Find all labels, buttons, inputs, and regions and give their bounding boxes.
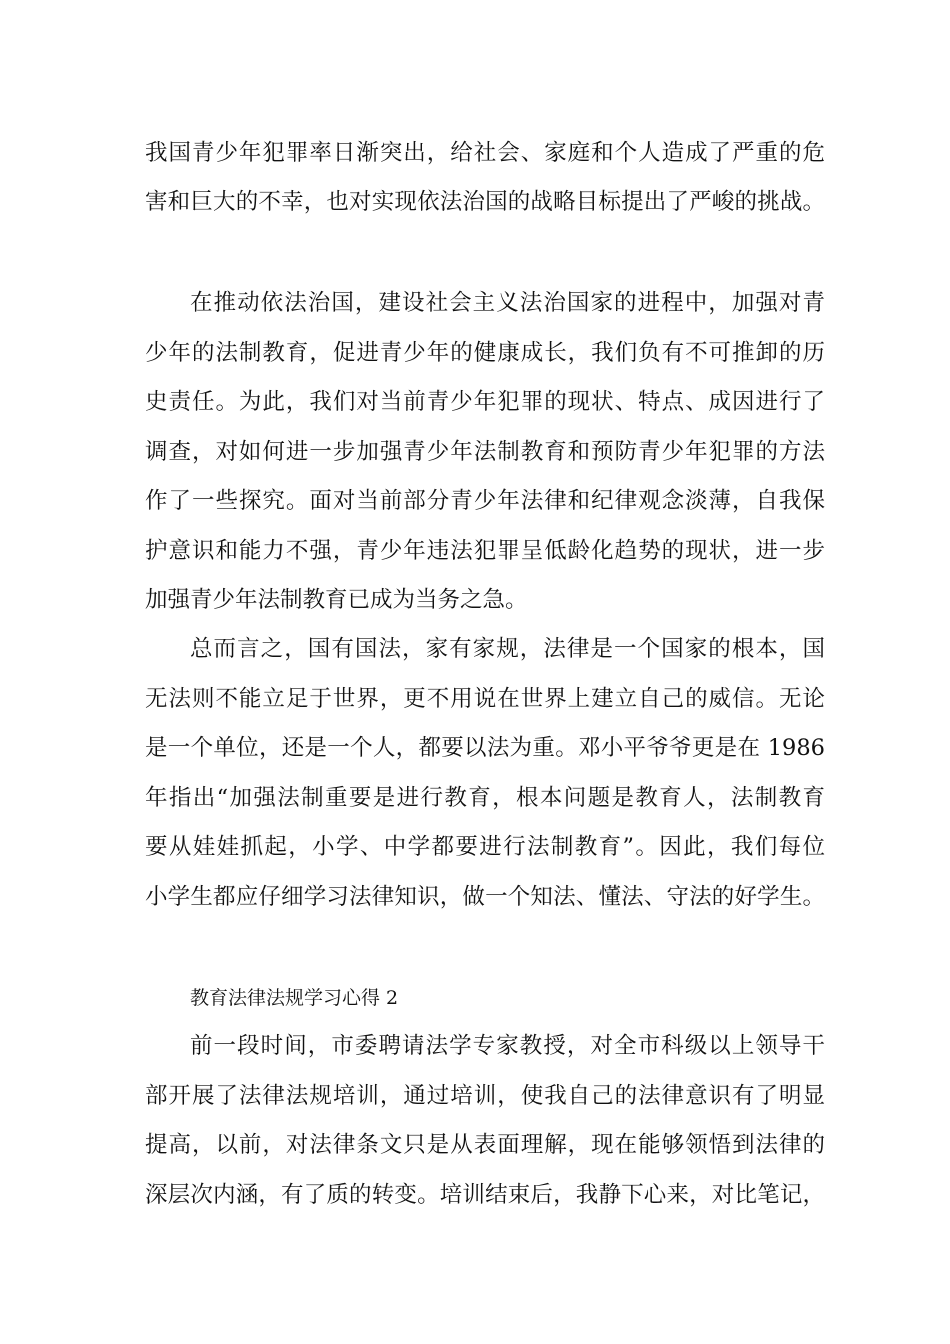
paragraph-4-line-2: 部开展了法律法规培训，通过培训，使我自己的法律意识有了明显: [145, 1083, 825, 1109]
paragraph-2-line-3: 史责任。为此，我们对当前青少年犯罪的现状、特点、成因进行了: [145, 389, 825, 415]
paragraph-2-line-6: 护意识和能力不强，青少年违法犯罪呈低龄化趋势的现状，进一步: [145, 538, 825, 564]
paragraph-1-line-1: 我国青少年犯罪率日渐突出，给社会、家庭和个人造成了严重的危: [145, 140, 825, 166]
paragraph-3-line-1: 总而言之，国有国法，家有家规，法律是一个国家的根本，国: [190, 636, 825, 662]
paragraph-4-line-3: 提高，以前，对法律条文只是从表面理解，现在能够领悟到法律的: [145, 1132, 825, 1158]
section-heading: 教育法律法规学习心得 2: [190, 987, 399, 1009]
paragraph-3-line-5: 要从娃娃抓起，小学、中学都要进行法制教育”。因此，我们每位: [145, 834, 825, 860]
paragraph-2-line-2: 少年的法制教育，促进青少年的健康成长，我们负有不可推卸的历: [145, 340, 825, 366]
paragraph-2-line-7: 加强青少年法制教育已成为当务之急。: [145, 587, 528, 613]
paragraph-4-line-4: 深层次内涵，有了质的转变。培训结束后，我静下心来，对比笔记，: [145, 1182, 825, 1208]
paragraph-4-line-1: 前一段时间，市委聘请法学专家教授，对全市科级以上领导干: [190, 1033, 825, 1059]
paragraph-2-line-4: 调查，对如何进一步加强青少年法制教育和预防青少年犯罪的方法: [145, 439, 825, 465]
paragraph-3-line-3: 是一个单位，还是一个人，都要以法为重。邓小平爷爷更是在 1986: [145, 735, 825, 761]
paragraph-1-line-2: 害和巨大的不幸，也对实现依法治国的战略目标提出了严峻的挑战。: [145, 189, 825, 215]
paragraph-2-line-1: 在推动依法治国，建设社会主义法治国家的进程中，加强对青: [190, 290, 825, 316]
paragraph-3-line-6: 小学生都应仔细学习法律知识，做一个知法、懂法、守法的好学生。: [145, 884, 825, 910]
paragraph-3-line-4: 年指出“加强法制重要是进行教育，根本问题是教育人，法制教育: [145, 785, 825, 811]
paragraph-2-line-5: 作了一些探究。面对当前部分青少年法律和纪律观念淡薄，自我保: [145, 488, 825, 514]
paragraph-3-line-2: 无法则不能立足于世界，更不用说在世界上建立自己的威信。无论: [145, 686, 825, 712]
